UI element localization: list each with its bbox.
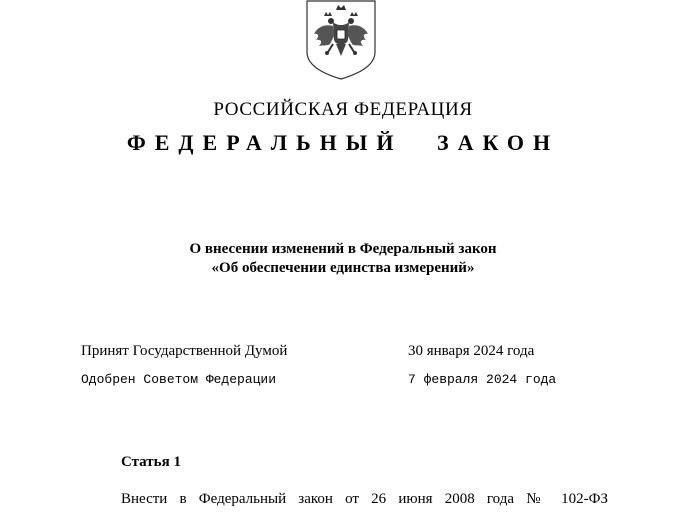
law-title — [0, 240, 686, 278]
article-text: Внести в Федеральный закон от 26 июня 2008 года № 102-ФЗ — [121, 491, 608, 507]
law-title-line-1: О внесении изменений в Федеральный закон — [189, 241, 497, 257]
adoption-date: 7 февраля 2024 года — [408, 372, 557, 387]
article-heading: Статья 1 — [121, 454, 181, 470]
adoption-label: Принят Государственной Думой — [81, 343, 288, 359]
adoption-label: Одобрен Советом Федерации — [81, 372, 277, 387]
coat-of-arms-icon — [306, 0, 376, 80]
law-title-line-2: «Об обеспечении единства измерений» — [211, 260, 475, 276]
country-name: РОССИЙСКАЯ ФЕДЕРАЦИЯ — [213, 99, 473, 120]
document-type: ФЕДЕРАЛЬНЫЙ ЗАКОН — [126, 130, 560, 155]
adoption-date: 30 января 2024 года — [408, 343, 535, 359]
